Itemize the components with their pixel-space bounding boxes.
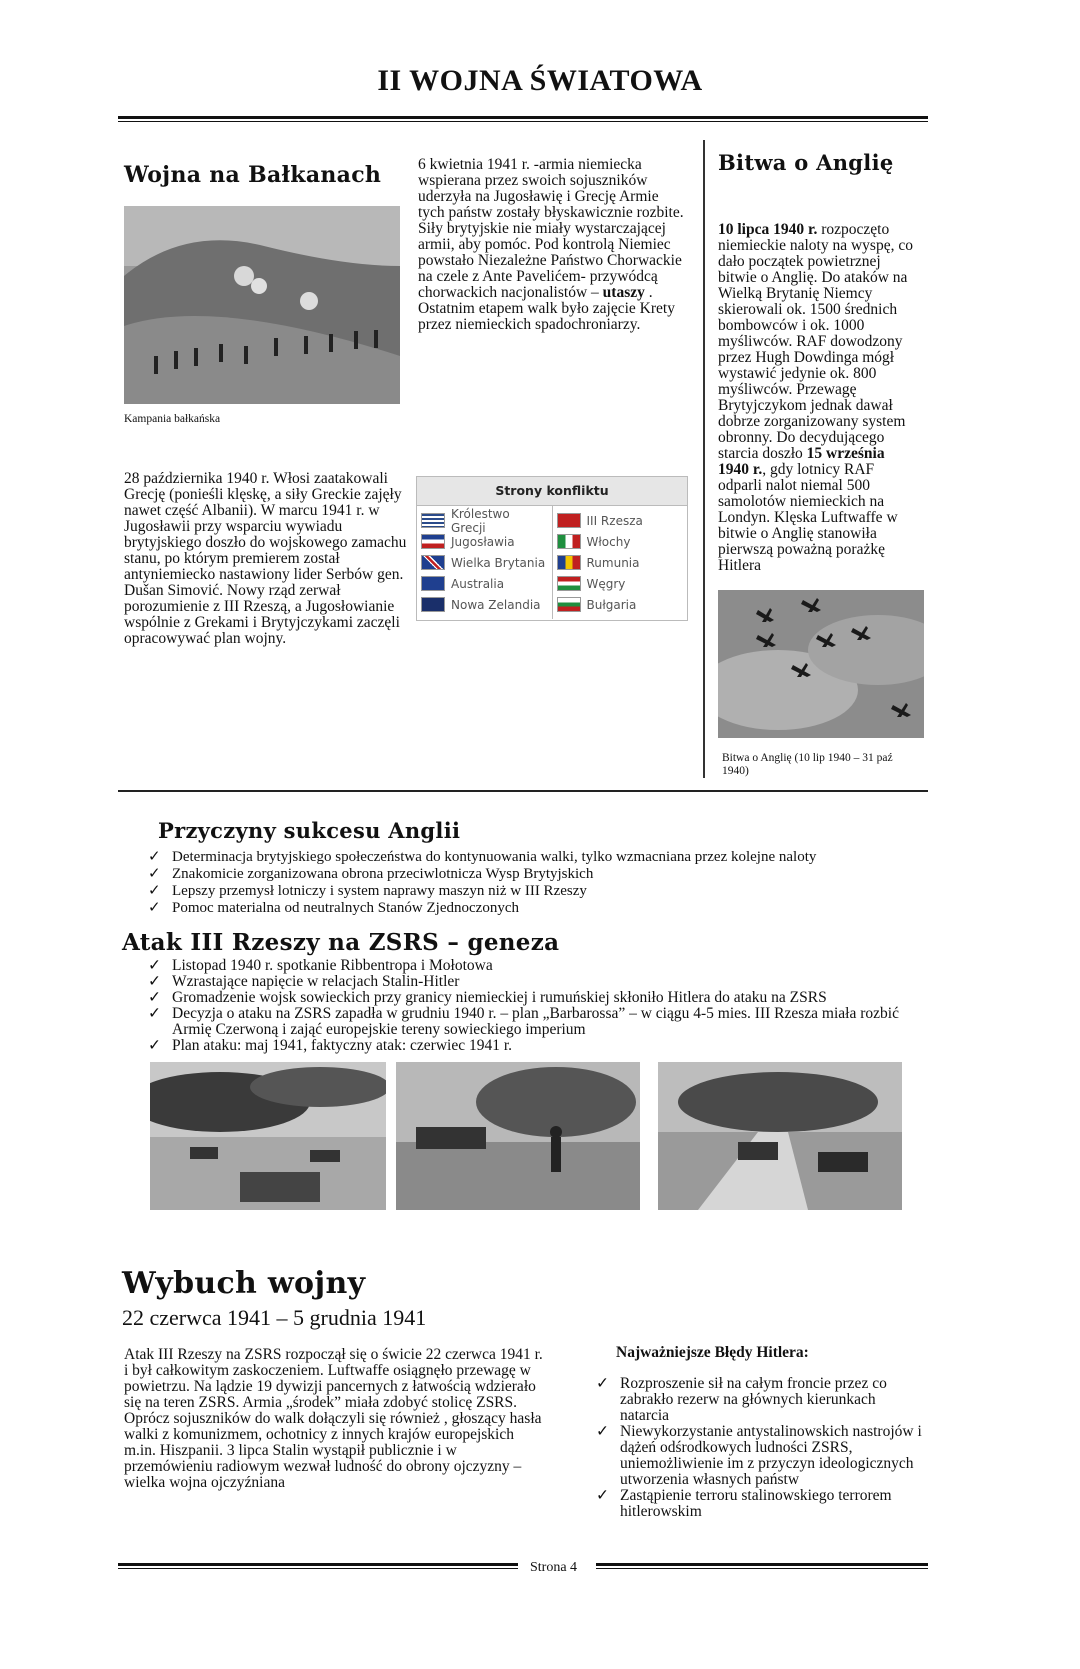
list-item: [557, 594, 684, 615]
check-icon: ✓: [148, 1037, 161, 1054]
ally-name: Wielka Brytania: [451, 555, 546, 570]
footer-rule-right: [596, 1563, 928, 1569]
check-icon: ✓: [596, 1423, 609, 1440]
war-photo-3: [658, 1062, 902, 1210]
list-item: [146, 990, 906, 1006]
check-icon: ✓: [148, 866, 161, 882]
ally-name: Królestwo Grecji: [451, 506, 510, 535]
ally-name: Australia: [451, 576, 505, 591]
bulgaria-flag-icon: [557, 597, 581, 612]
attack-list: [146, 958, 906, 1054]
attack-text: Wzrastające napięcie w relacjach Stalin-Hitler: [172, 973, 460, 990]
australia-flag-icon: [421, 576, 445, 591]
mistake-text: Niewykorzystanie antystalinowskich nastrojów i dążeń odśrodkowych ludności ZSRS, uniemożliwienie im z przyczyn ideologicznych utworzenia własnych państw: [620, 1423, 922, 1488]
balkans-paragraph-2-text-b: . Ostatnim etapem walk było zajęcie Krety przez niemieckich spadochroniarzy.: [418, 284, 675, 333]
check-icon: ✓: [148, 849, 161, 865]
mistakes-heading: Najważniejsze Błędy Hitlera:: [616, 1344, 809, 1361]
mistake-text: Zastąpienie terroru stalinowskiego terrorem hitlerowskim: [620, 1487, 892, 1520]
reasons-list: [146, 849, 906, 917]
britain-paragraph: [718, 222, 918, 574]
balkans-photo-caption: Kampania bałkańska: [124, 413, 221, 425]
britain-date-2: 15 września 1940 r.: [718, 445, 885, 478]
list-item: [146, 866, 906, 883]
axis-name: Rumunia: [586, 555, 640, 570]
list-item: [146, 849, 906, 866]
outbreak-heading: Wybuch wojny: [122, 1266, 366, 1301]
list-item: [146, 900, 906, 917]
balkans-paragraph-1: 28 października 1940 r. Włosi zaatakowali Grecję (ponieśli klęskę, a siły Greckie zajęły nawet część Albanii). W marcu 1941 r. w Jugosławii przy wsparciu wywiadu brytyjskiego doszło do wojskowego zamachu stanu, po którym premierem został antyniemiecko nastawiony lider Serbów gen. Dušan Simović. Nowy rząd zerwał porozumienie z III Rzeszą, a Jugosłowianie wspólnie z Grekami i Brytyjczykami zaczęli opracowywać plan wojny.: [124, 470, 407, 647]
list-item: [421, 573, 548, 594]
outbreak-paragraph: Atak III Rzeszy na ZSRS rozpoczął się o świcie 22 czerwca 1941 r. i był całkowitym zaskoczeniem. Luftwaffe osiągnęło przewagę w powietrzu. Na lądzie 19 dywizji pancernych z łatwością wdzierało się na teren ZSRS. Armia „środek” miała zdobyć stolicę ZSRS. Oprócz sojuszników do walk dołączyli się również , głoszący hasła walki z komunizmem, ochotnicy z innych krajów europejskich m.in. Hiszpanii. 3 lipca Stalin wystąpił publicznie i w przemówieniu radiowym wezwał ludność do obrony ojczyzny – wielka wojna ojczyźniana: [124, 1346, 543, 1491]
list-item: [146, 974, 906, 990]
balkans-heading: Wojna na Bałkanach: [124, 162, 382, 188]
attack-text: Plan ataku: maj 1941, faktyczny atak: czerwiec 1941 r.: [172, 1037, 513, 1054]
check-icon: ✓: [596, 1487, 609, 1504]
check-icon: ✓: [148, 900, 161, 916]
list-item: [146, 1006, 906, 1038]
reason-text: Znakomicie zorganizowana obrona przeciwlotnicza Wysp Brytyjskich: [172, 866, 594, 882]
axis-name: Węgry: [586, 576, 626, 591]
balkans-paragraph-2-bold: utaszy: [602, 284, 645, 301]
mistake-text: Rozproszenie sił na całym froncie przez co zabrakło rezerw na głównych kierunkach natarcia: [620, 1375, 887, 1424]
britain-text-1: rozpoczęto niemieckie naloty na wyspę, co dało początek powietrznej bitwie o Anglię. Do ataków na Wielką Brytanię Niemcy skierowali ok. 1500 średnich bombowców i ok. 1000 myśliwców. RAF dowodzony przez Hugh Dowdinga mógł wystawić jedynie ok. 800 myśliwców. Przewagę Brytyjczykom jednak dawał dobrze zorganizowany system obronny. Do decydującego starcia doszło: [718, 221, 913, 462]
list-item: [557, 510, 684, 531]
list-item: [146, 883, 906, 900]
footer-rule-left: [118, 1563, 518, 1569]
list-item: [146, 958, 906, 974]
check-icon: ✓: [148, 989, 161, 1006]
war-photo-1: [150, 1062, 386, 1210]
axis-name: Bułgaria: [586, 597, 637, 612]
axis-column: [553, 506, 688, 619]
britain-text-2: , gdy lotnicy RAF odparli nalot niemal 500 samolotów niemieckich na Londyn. Klęska Luftwaffe w bitwie o Anglię stanowiła pierwszą poważną porażkę Hitlera: [718, 461, 898, 574]
balkans-paragraph-2: [418, 157, 688, 333]
list-item: [594, 1424, 924, 1488]
attack-text: Decyzja o ataku na ZSRS zapadła w grudniu 1940 r. – plan „Barbarossa” – w ciągu 4-5 mies. III Rzesza miała rozbić Armię Czerwoną i zająć europejskie tereny sowieckiego imperium: [172, 1005, 899, 1038]
list-item: [421, 552, 548, 573]
list-item: [421, 506, 548, 535]
list-item: [557, 531, 684, 552]
greece-flag-icon: [421, 513, 445, 528]
attack-text: Gromadzenie wojsk sowieckich przy granicy niemieckiej i rumuńskiej skłoniło Hitlera do ataku na ZSRS: [172, 989, 827, 1006]
conflict-sides-box: [416, 476, 688, 621]
balkans-photo: [124, 206, 400, 404]
new-zealand-flag-icon: [421, 597, 445, 612]
check-icon: ✓: [596, 1375, 609, 1392]
attack-heading: Atak III Rzeszy na ZSRS – geneza: [122, 929, 560, 956]
reasons-heading: Przyczyny sukcesu Anglii: [158, 818, 461, 843]
reason-text: Determinacja brytyjskiego społeczeństwa do kontynuowania walki, tylko wzmacniana przez kolejne naloty: [172, 849, 817, 865]
britain-date-1: 10 lipca 1940 r.: [718, 221, 818, 238]
check-icon: ✓: [148, 1005, 161, 1022]
check-icon: ✓: [148, 883, 161, 899]
allies-column: [417, 506, 553, 619]
section-divider: [118, 790, 928, 792]
yugoslavia-flag-icon: [421, 534, 445, 549]
list-item: [146, 1038, 906, 1054]
ally-name: Jugosławia: [451, 534, 515, 549]
third-reich-flag-icon: [557, 513, 581, 528]
hungary-flag-icon: [557, 576, 581, 591]
romania-flag-icon: [557, 555, 581, 570]
conflict-sides-header: Strony konfliktu: [417, 477, 687, 506]
ally-name: Nowa Zelandia: [451, 597, 541, 612]
axis-name: III Rzesza: [586, 513, 643, 528]
list-item: [594, 1376, 924, 1424]
list-item: [594, 1488, 924, 1520]
page-number: Strona 4: [530, 1560, 578, 1575]
reason-text: Pomoc materialna od neutralnych Stanów Zjednoczonych: [172, 900, 519, 916]
title-rule: [118, 116, 928, 122]
column-divider: [703, 140, 705, 778]
outbreak-dates: 22 czerwca 1941 – 5 grudnia 1941: [122, 1305, 427, 1330]
axis-name: Włochy: [586, 534, 631, 549]
balkans-paragraph-2-text-a: 6 kwietnia 1941 r. -armia niemiecka wspierana przez swoich sojuszników uderzyła na Jugosławię i Grecję Armie tych państw zostały błyskawicznie rozbite. Siły brytyjskie nie miały wystarczającej armii, aby pomóc. Pod kontrolą Niemiec powstało Niezależne Państwo Chorwackie na czele z Ante Pavelićem- przywódcą chorwackich nacjonalistów –: [418, 156, 684, 301]
britain-heading: Bitwa o Anglię: [718, 150, 894, 175]
italy-flag-icon: [557, 534, 581, 549]
mistakes-list: [594, 1376, 924, 1520]
check-icon: ✓: [148, 973, 161, 990]
check-icon: ✓: [148, 957, 161, 974]
britain-photo-caption: Bitwa o Anglię (10 lip 1940 – 31 paź 1940): [722, 752, 893, 777]
list-item: [557, 573, 684, 594]
page-title: II WOJNA ŚWIATOWA: [377, 64, 703, 97]
reason-text: Lepszy przemysł lotniczy i system naprawy maszyn niż w III Rzeszy: [172, 883, 587, 899]
list-item: [557, 552, 684, 573]
uk-flag-icon: [421, 555, 445, 570]
attack-text: Listopad 1940 r. spotkanie Ribbentropa i Mołotowa: [172, 957, 493, 974]
list-item: [421, 594, 548, 615]
britain-photo: [718, 590, 924, 738]
war-photo-2: [396, 1062, 640, 1210]
